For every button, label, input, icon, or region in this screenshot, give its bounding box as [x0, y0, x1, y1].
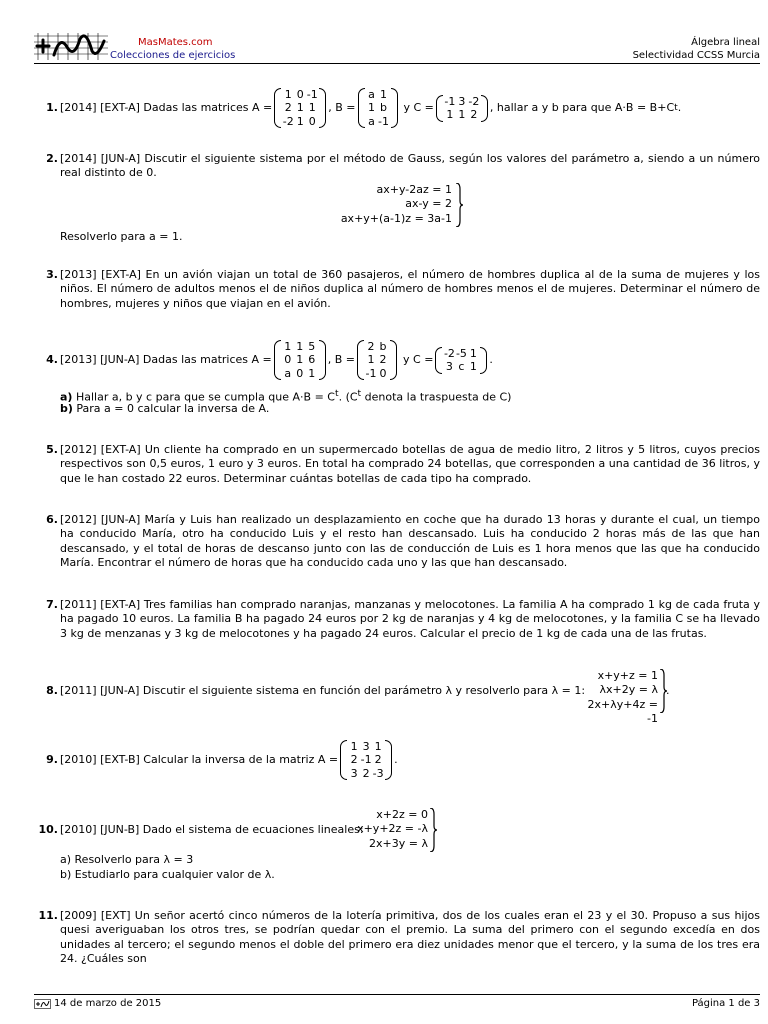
right-brace-icon: [429, 808, 437, 852]
brand: [110, 36, 235, 62]
masmates-mini-logo: [34, 999, 51, 1009]
problem-number: 10.: [38, 823, 58, 836]
matrix-b: 2 b 1 2 -1 0: [357, 340, 397, 381]
problem-7: [34, 598, 760, 644]
subtask-a: a) Resolverlo para λ = 3: [60, 853, 194, 866]
problem-number: 7.: [46, 598, 58, 611]
equation-system: ax+y-2az = 1 ax-y = 2 ax+y+(a-1)z = 3a-1: [340, 183, 452, 225]
header-subject: [633, 36, 760, 62]
problem-number: 2.: [46, 152, 58, 165]
problem-number: 5.: [46, 443, 58, 456]
problem-5: [34, 443, 760, 489]
problem-number: 3.: [46, 268, 58, 281]
problem-text: [2013] [EXT-A] En un avión viajan un total de 360 pasajeros, el número de hombres duplica al de la suma de mujeres y los niños. El número de adultos menos el de niños duplica al número de hombres menos el de mujeres. Determinar el número de hombres, mujeres y niños que viajan en el avión.: [60, 268, 760, 310]
problem-10: [34, 806, 760, 884]
page-header: [34, 33, 760, 63]
problem-4: 4. [2013] [JUN-A] Dadas las matrices A = 1 1 5 0 1 6 a 0 1 , B = 2 b 1 2 -1 0 y C = -2 -5 1 3 c 1 . a) Hallar a, b y c para que se cumpla que $A\cdot B = C^t$. ($C^t$ denota la traspuesta de C) b) Para a = 0 calcular la inversa de A.: [34, 336, 760, 418]
masmates-logo: [34, 33, 108, 60]
problem-9: 9. [2010] [EXT-B] Calcular la inversa de la matriz A = 1 3 1 2 -1 2 3 2 -3 .: [34, 736, 760, 784]
matrix-a: 1 3 1 2 -1 2 3 2 -3: [340, 740, 392, 781]
problem-text: [2010] [EXT-B] Calcular la inversa de la matriz A =: [60, 752, 339, 766]
collection-name[interactable]: Colecciones de ejercicios: [110, 50, 236, 61]
matrix-b: a 1 1 b a -1: [358, 88, 398, 129]
problem-3: [34, 268, 760, 314]
subtask-b: b) Estudiarlo para cualquier valor de λ.: [60, 868, 275, 881]
problem-8: 8. [2011] [JUN-A] Discutir el siguiente sistema en función del parámetro λ y resolverlo para λ = 1: x+y+z = 1 λx+2y = λ 2x+λy+4z = -1 .: [34, 667, 760, 715]
footer-rule: [34, 994, 760, 995]
problem-number: 8.: [46, 684, 58, 697]
problem-6: [34, 513, 760, 573]
problem-text: [2014] [JUN-A] Discutir el siguiente sistema por el método de Gauss, según los valores del parámetro a, siendo a un número real distinto de 0.: [60, 152, 760, 180]
problem-text-tail: , hallar a y b para que A·B = B+C: [489, 100, 675, 114]
problem-text: [2013] [JUN-A] Dadas las matrices A =: [60, 352, 272, 366]
page-number: Página 1 de 3: [691, 998, 760, 1009]
equation-system: x+y+z = 1 λx+2y = λ 2x+λy+4z = -1: [587, 669, 658, 726]
problem-number: 9.: [46, 752, 58, 766]
matrix-c: -1 3 -2 1 1 2: [436, 95, 488, 122]
problem-text: [2011] [EXT-A] Tres familias han comprado naranjas, manzanas y melocotones. La familia A ha comprado 1 kg de cada fruta y ha pagado 10 euros. La familia B ha pagado 24 euros por 2 kg de naranjas y 4 kg de melocotones, y la familia C se ha llevado 3 kg de menzanas y 3 kg de melocotones y ha pagado 24 euros. Calcular el precio de 1 kg de cada una de las frutas.: [60, 598, 760, 640]
problem-1: 1. [2014] [EXT-A] Dadas las matrices A = 1 0 -1 2 1 1 -2 1 0 , B = a 1 1 b a -1 y C = -1 3 -2 1 1 2 , hallar a y b para que A·B = B+C t .: [34, 84, 760, 132]
problem-text: [2009] [EXT] Un señor acertó cinco números de la lotería primitiva, dos de los cuales eran el 23 y el 30. Propuso a sus hijos quesi averiguaban los otros tres, se podrían quedar con el premio. La suma del primero con el segundo excedía en dos unidades al tercero; el segundo menos el doble del primero era diez unidades menor que el tercero, y la suma de los tres era 24. ¿Cuáles son: [60, 909, 760, 966]
subject-title: Álgebra lineal: [691, 37, 760, 48]
problem-text: [2010] [JUN-B] Dado el sistema de ecuaciones lineales:: [60, 823, 364, 836]
problem-number: 6.: [46, 513, 58, 526]
equation-system: x+2z = 0 x+y+2z = -λ 2x+3y = λ: [357, 808, 428, 850]
matrix-c: -2 -5 1 3 c 1: [435, 347, 487, 374]
course-title: Selectividad CCSS Murcia: [632, 50, 760, 61]
page-footer: [34, 998, 760, 1012]
label-b: , B =: [328, 100, 356, 114]
site-name[interactable]: MasMates.com: [138, 37, 213, 48]
problem-text: [2014] [EXT-A] Dadas las matrices A =: [60, 100, 273, 114]
matrix-a: 1 0 -1 2 1 1 -2 1 0: [274, 88, 326, 129]
label-b: , B =: [327, 352, 356, 366]
matrix-a: 1 1 5 0 1 6 a 0 1: [274, 340, 326, 381]
problem-text: [2012] [JUN-A] María y Luis han realizado un desplazamiento en coche que ha durado 13 horas y durante el cual, un tiempo ha conducido María, otro ha conducido Luis y el resto han descansado. Luis ha conducido 2 horas más de las que han descansado, y el total de horas de descanso junto con las de conducción de Luis es 1 hora menos que las que ha conducido María. Encontrar el número de horas que ha conducido cada uno y las que han descansado.: [60, 513, 760, 570]
problem-number: 1.: [46, 100, 58, 114]
problem-number: 11.: [38, 909, 58, 922]
header-rule: [34, 63, 760, 64]
subtask-b: b) Para a = 0 calcular la inversa de A.: [60, 402, 270, 415]
footer-date: 14 de marzo de 2015: [54, 998, 162, 1009]
label-c: y C =: [403, 100, 434, 114]
problem-text: [2012] [EXT-A] Un cliente ha comprado en un supermercado botellas de agua de medio litro, 2 litros y 5 litros, cuyos precios respectivos son 0,5 euros, 1 euro y 3 euros. En total ha comprado 24 botellas, que corresponden a una cantidad de 36 litros, y que le han costado 22 euros. Determinar cuántas botellas de cada tipo ha comprado.: [60, 443, 760, 485]
subtask-a: a) Hallar a, b y c para que se cumpla que $A\cdot B = C^t$. ($C^t$ denota la traspuesta de C): [60, 388, 512, 404]
problem-subtask: Resolverlo para a = 1.: [60, 230, 183, 243]
problem-2: [34, 152, 760, 247]
transpose-mark: t: [674, 101, 678, 113]
problem-text: [2011] [JUN-A] Discutir el siguiente sistema en función del parámetro λ y resolverlo para λ = 1:: [60, 684, 586, 697]
label-c: y C =: [403, 352, 434, 366]
problem-11: [34, 909, 760, 966]
problem-number: 4.: [46, 352, 58, 366]
right-brace-icon: [455, 183, 463, 227]
